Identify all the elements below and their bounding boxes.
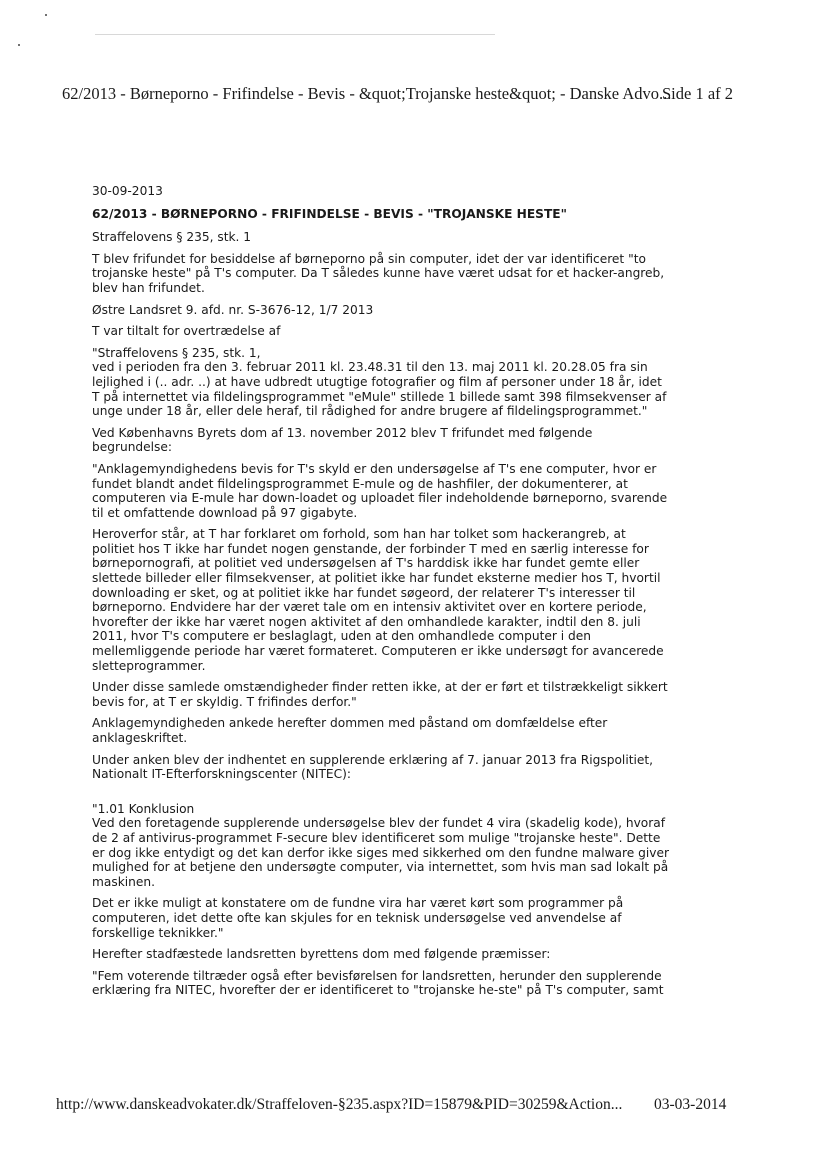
quote-paragraph: "Fem voterende tiltræder også efter bevisførelsen for landsretten, herunder den supplerende erklæring fra NITEC, hvorefter der er identificeret to "trojanske he-ste" på T's computer, samt [92,968,664,998]
quote-paragraph: Heroverfor står, at T har forklaret om forhold, som han har tolket som hackerangreb, at politiet hos T ikke har fundet nogen genstande, der forbinder T med en særlig interesse for børnepornografi, at politiet ved undersøgelsen af T's harddisk ikke har fundet gemte eller slettede billeder eller filmsekvenser, at politiet ikke har fundet eksterne medier hos T, hvortil downloading er sket, og at politiet ikke har fundet søgeord, der relaterer T's interesser til børneporno. Endvidere har der været tale om en intensiv aktivitet over en kortere periode, hvorefter der ikke har været nogen aktivitet af den omhandlede karakter, indtil den 8. juli 2011, hvor T's computere er beslaglagt, uden at den omhandlede computer i den mellemliggende periode har været formateret. Computeren er ikke undersøgt for avancerede sletteprogrammer. [92,527,664,673]
scan-speck [18,44,20,46]
body-paragraph: T var tiltalt for overtrædelse af [92,324,281,339]
court-reference: Østre Landsret 9. afd. nr. S-3676-12, 1/7 2013 [92,302,374,317]
document-title: 62/2013 - BØRNEPORNO - FRIFINDELSE - BEVIS - "TROJANSKE HESTE" [92,206,567,221]
print-header-title: 62/2013 - Børneporno - Frifindelse - Bevis - &quot;Trojanske heste&quot; - Danske Advo... [62,84,672,103]
quote-paragraph: Under disse samlede omstændigheder finder retten ikke, at der er ført et tilstrækkeligt sikkert bevis for, at T er skyldig. T frifindes derfor." [92,680,668,709]
body-paragraph: Herefter stadfæstede landsretten byrettens dom med følgende præmisser: [92,947,551,962]
body-paragraph: Under anken blev der indhentet en supplerende erklæring af 7. januar 2013 fra Rigspolitiet, Nationalt IT-Efterforskningscenter (NITEC): [92,752,654,782]
statute-reference: Straffelovens § 235, stk. 1 [92,230,252,245]
print-footer [56,1096,776,1114]
summary-paragraph: T blev frifundet for besiddelse af børneporno på sin computer, idet der var identificeret "to trojanske heste" på T's computer. Da T således kunne have været udsat for et hacker-angreb, blev han frifundet. [92,251,665,295]
scan-artifact-line [95,34,495,35]
document-body [92,184,672,1005]
document-date: 30-09-2013 [92,184,163,198]
source-url: http://www.danskeadvokater.dk/Straffeloven-§235.aspx?ID=15879&PID=30259&Action... [56,1096,623,1113]
charge-quote: "Straffelovens § 235, stk. 1, ved i perioden fra den 3. februar 2011 kl. 23.48.31 til den 13. maj 2011 kl. 20.28.05 fra sin lejlighed i (.. adr. ..) at have udbredt utugtige fotografier og film af personer under 18 år, idet T på internettet via fildelingsprogrammet "eMule" stillede 1 billede samt 398 filmsekvenser af unge under 18 år, eller dele heraf, til rådighed for andre brugere af fildelingsprogrammet." [92,345,667,419]
scan-speck [45,14,47,16]
print-header [62,84,762,104]
conclusion-quote: "1.01 Konklusion Ved den foretagende supplerende undersøgelse blev der fundet 4 vira (skadelig kode), hvoraf de 2 af antivirus-programmet F-secure blev identificeret som mulige "trojanske heste". Dette er dog ikke entydigt og det kan derfor ikke siges med sikkerhed om den fundne malware giver mulighed for at betjene den undersøgte computer, via internettet, som hvis man sad lokalt på maskinen. [92,801,669,889]
print-date: 03-03-2014 [654,1096,727,1113]
body-paragraph: Anklagemyndigheden ankede herefter dommen med påstand om domfældelse efter anklageskriftet. [92,716,608,745]
page-number: Side 1 af 2 [662,84,734,103]
body-paragraph: Ved Københavns Byrets dom af 13. november 2012 blev T frifundet med følgende begrundelse: [92,425,593,455]
quote-paragraph: Det er ikke muligt at konstatere om de fundne vira har været kørt som programmer på computeren, idet dette ofte kan skjules for en teknisk undersøgelse ved anvendelse af forskellige teknikker." [92,896,624,940]
quote-paragraph: "Anklagemyndighedens bevis for T's skyld er den undersøgelse af T's ene computer, hvor er fundet blandt andet fildelingsprogrammet E-mule og de hashfiler, der dokumenterer, at computeren via E-mule har down-loadet og uploadet filer indeholdende børneporno, svarende til et omfattende download på 97 gigabyte. [92,461,668,520]
